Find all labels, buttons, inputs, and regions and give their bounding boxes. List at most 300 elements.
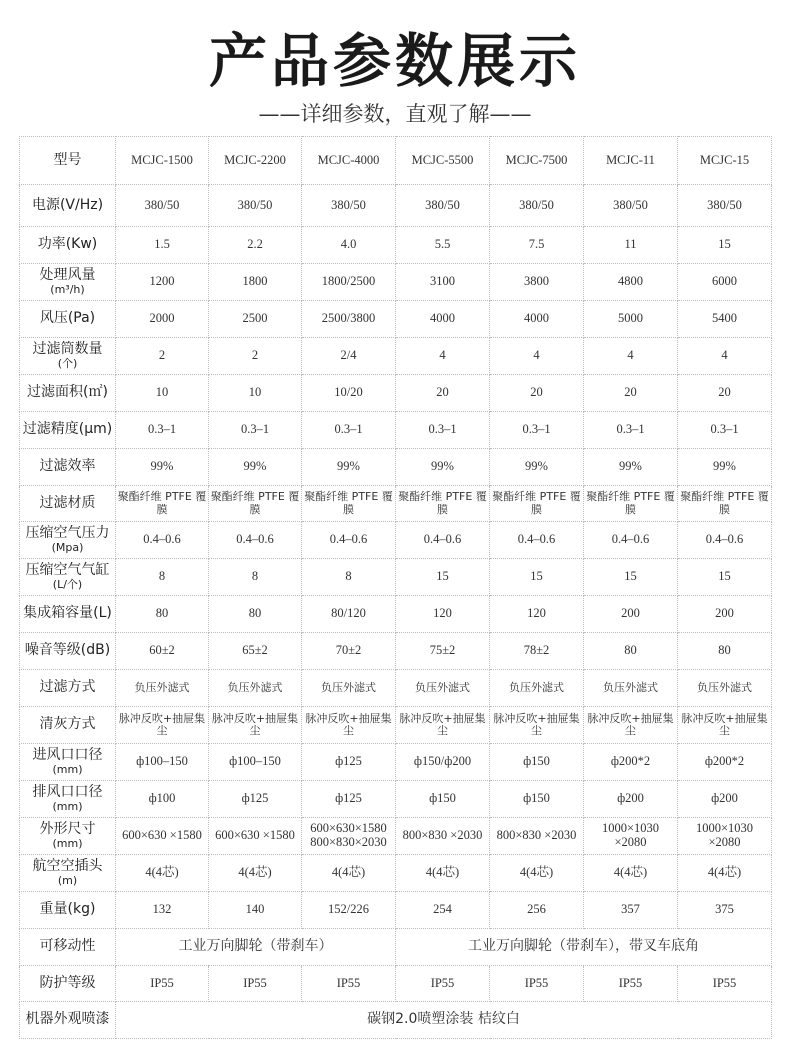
spec-value: [584, 227, 678, 264]
spec-value: [116, 522, 209, 559]
spec-value-text: 99%: [619, 459, 642, 474]
spec-value-text: ф200*2: [704, 754, 745, 769]
row-label: [20, 375, 116, 412]
spec-value: [678, 227, 772, 264]
spec-value: [678, 818, 772, 855]
spec-value: [584, 633, 678, 670]
spec-value-text: 256: [527, 902, 546, 917]
spec-value: [302, 412, 396, 449]
spec-value-text: 1200: [149, 274, 175, 289]
protection-value: [302, 966, 396, 1002]
spec-value-text: 2/4: [340, 348, 357, 363]
spec-value: [116, 855, 209, 892]
spec-value-text: 380/50: [707, 197, 742, 212]
spec-value: [302, 707, 396, 744]
spec-value: [396, 486, 490, 522]
spec-value-text: ф100: [148, 791, 176, 806]
spec-value: [584, 185, 678, 227]
spec-value: [209, 522, 302, 559]
spec-value-text: 15: [718, 569, 731, 584]
spec-value: [490, 670, 584, 707]
spec-value-text: 5000: [618, 311, 643, 326]
spec-value-text: 2500: [242, 311, 268, 326]
protection-value-text: IP55: [336, 975, 361, 990]
model-name-text: MCJC-2200: [224, 152, 286, 167]
spec-value-text: 80/120: [331, 606, 366, 621]
spec-value: [396, 264, 490, 301]
spec-row: [20, 486, 772, 522]
spec-value-text: 15: [718, 237, 731, 252]
spec-value-text: 4: [533, 348, 540, 363]
spec-value-text: 4: [439, 348, 446, 363]
spec-value-text: 11: [624, 237, 637, 252]
protection-value: [116, 966, 209, 1002]
spec-value-text: 10: [248, 385, 262, 400]
spec-value: [302, 670, 396, 707]
spec-value: [396, 633, 490, 670]
row-label-text: 电源(V/Hz): [31, 196, 104, 213]
spec-value-text: 脉冲反吹+抽屉集尘: [399, 711, 486, 737]
spec-value: [678, 707, 772, 744]
spec-value-text: ф125: [335, 754, 362, 769]
spec-value-text: 20: [530, 385, 543, 400]
row-label-text: 航空空插头: [32, 857, 103, 874]
spec-row: [20, 185, 772, 227]
model-name: [396, 137, 490, 185]
spec-value: [116, 449, 209, 486]
spec-value-text: 1000×1030 ×2080: [601, 821, 660, 849]
spec-value-text: 负压外滤式: [321, 680, 376, 694]
spec-value: [116, 227, 209, 264]
spec-value-text: 脉冲反吹+抽屉集尘: [493, 711, 580, 737]
spec-value: [396, 338, 490, 375]
spec-value: [116, 264, 209, 301]
spec-value: [490, 744, 584, 781]
spec-value: [584, 596, 678, 633]
spec-row: [20, 559, 772, 596]
model-name-text: MCJC-5500: [411, 152, 474, 167]
page-subtitle: ——详细参数，直观了解——: [258, 102, 532, 126]
spec-value-text: ф100–150: [136, 754, 188, 769]
spec-value-text: ф100–150: [229, 754, 281, 769]
spec-value-text: 800×830 ×2030: [496, 828, 577, 843]
spec-value: [584, 744, 678, 781]
spec-value-text: 4: [627, 348, 634, 363]
spec-value-text: 15: [624, 569, 637, 584]
spec-value: [116, 781, 209, 818]
spec-value-text: 380/50: [613, 197, 648, 212]
row-label: [20, 892, 116, 929]
spec-value: [584, 670, 678, 707]
spec-value: [490, 264, 584, 301]
spec-value-text: 3100: [430, 274, 455, 289]
spec-value: [209, 633, 302, 670]
spec-row: [20, 781, 772, 818]
spec-value-text: 4(4芯): [238, 865, 272, 880]
row-label-text: 外形尺寸: [39, 820, 96, 837]
row-label: [20, 929, 116, 966]
row-label-text: 过滤筒数量: [32, 340, 103, 357]
spec-value: [678, 185, 772, 227]
spec-value: [209, 227, 302, 264]
spec-value-text: 脉冲反吹+抽屉集尘: [587, 711, 674, 737]
spec-value-text: 聚酯纤维 PTFE 覆膜: [210, 490, 300, 516]
model-name-text: MCJC-11: [606, 152, 655, 167]
protection-value-text: IP55: [618, 975, 643, 990]
spec-value: [678, 412, 772, 449]
spec-value: [678, 744, 772, 781]
row-label-text: 过滤效率: [39, 458, 96, 475]
spec-value-text: 负压外滤式: [415, 680, 470, 694]
model-name: [209, 137, 302, 185]
spec-value-text: 80: [248, 606, 262, 621]
spec-value-text: ф125: [241, 791, 269, 806]
spec-value-text: ф150: [523, 791, 550, 806]
model-name: [678, 137, 772, 185]
row-label-text: 功率(Kw): [37, 236, 98, 253]
row-label-unit: (mm): [52, 763, 83, 777]
spec-value: [490, 855, 584, 892]
spec-row: [20, 855, 772, 892]
spec-value-text: 380/50: [519, 197, 554, 212]
spec-value-text: 1.5: [154, 237, 170, 252]
spec-value: [209, 412, 302, 449]
spec-value-text: 聚酯纤维 PTFE 覆膜: [586, 490, 675, 516]
spec-table: [19, 136, 772, 1039]
spec-value: [302, 855, 396, 892]
spec-value: [584, 522, 678, 559]
spec-value-text: 4000: [430, 311, 455, 326]
protection-value-text: IP55: [150, 975, 174, 990]
row-label-unit: (m): [57, 874, 78, 888]
spec-value: [209, 486, 302, 522]
spec-value-text: 20: [436, 385, 449, 400]
spec-value: [678, 264, 772, 301]
spec-value: [302, 338, 396, 375]
spec-value: [302, 892, 396, 929]
spec-value: [302, 449, 396, 486]
spec-value: [490, 412, 584, 449]
spec-value-text: 聚酯纤维 PTFE 覆膜: [680, 490, 769, 516]
spec-value: [302, 375, 396, 412]
spec-row: [20, 522, 772, 559]
spec-value-text: 99%: [713, 459, 736, 474]
model-name-text: MCJC-1500: [131, 152, 193, 167]
spec-value: [396, 707, 490, 744]
spec-value-text: 1800: [242, 274, 268, 289]
spec-value: [490, 338, 584, 375]
spec-value: [116, 559, 209, 596]
protection-value: [396, 966, 490, 1002]
spec-row: [20, 264, 772, 301]
row-label-text: 重量(kg): [39, 901, 96, 918]
spec-value-text: 20: [718, 385, 731, 400]
spec-value-text: 0.3–1: [522, 422, 551, 437]
row-label-text: 排风口口径: [32, 783, 103, 800]
spec-value-text: 380/50: [237, 197, 273, 212]
spec-row: [20, 338, 772, 375]
spec-value-text: 80: [718, 643, 731, 658]
spec-value-text: ф200: [711, 791, 738, 806]
spec-value-text: 10: [155, 385, 169, 400]
model-name-text: MCJC-7500: [505, 152, 568, 167]
spec-value: [209, 185, 302, 227]
mobility-value-right-text: 工业万向脚轮（带刹车），带叉车底角: [468, 938, 699, 955]
spec-value: [116, 486, 209, 522]
spec-value-text: 99%: [150, 459, 174, 474]
spec-value: [116, 338, 209, 375]
spec-value: [209, 375, 302, 412]
spec-value: [678, 449, 772, 486]
spec-value: [490, 522, 584, 559]
spec-value: [209, 301, 302, 338]
row-label-text: 可移动性: [39, 938, 96, 955]
row-label: [20, 707, 116, 744]
spec-value-text: 4(4芯): [145, 865, 179, 880]
spec-value-text: 4000: [524, 311, 549, 326]
row-label-unit: (个): [57, 357, 78, 371]
row-label-text: 过滤方式: [39, 679, 96, 696]
spec-value-text: 380/50: [425, 197, 460, 212]
spec-row: [20, 633, 772, 670]
row-label: [20, 486, 116, 522]
spec-value-text: 脉冲反吹+抽屉集尘: [305, 711, 392, 737]
spec-value-text: 120: [527, 606, 546, 621]
spec-value-text: 4.0: [340, 237, 357, 252]
row-label-text: 风压(Pa): [39, 310, 96, 327]
spec-value-text: 380/50: [331, 197, 366, 212]
spec-value-text: 99%: [243, 459, 267, 474]
spec-value-text: 20: [624, 385, 637, 400]
spec-value: [584, 486, 678, 522]
spec-value: [302, 185, 396, 227]
spec-value: [209, 449, 302, 486]
spec-value-text: 0.4–0.6: [611, 532, 650, 547]
spec-value: [209, 338, 302, 375]
row-label: [20, 227, 116, 264]
row-label: [20, 633, 116, 670]
protection-value-text: IP55: [243, 975, 267, 990]
spec-value-text: 65±2: [242, 643, 268, 658]
spec-value-text: 负压外滤式: [697, 680, 752, 694]
spec-value: [302, 781, 396, 818]
spec-value: [584, 892, 678, 929]
spec-value: [490, 449, 584, 486]
spec-value-text: 4800: [618, 274, 643, 289]
spec-value-text: 78±2: [523, 643, 550, 658]
spec-value-text: 6000: [712, 274, 737, 289]
spec-value-text: 15: [530, 569, 543, 584]
spec-value: [490, 185, 584, 227]
spec-value: [678, 633, 772, 670]
spec-row: [20, 670, 772, 707]
spec-value-text: 负压外滤式: [509, 680, 564, 694]
spec-value-text: 2.2: [247, 237, 263, 252]
spec-value: [116, 375, 209, 412]
spec-value-text: 聚酯纤维 PTFE 覆膜: [492, 490, 581, 516]
spec-value-text: 800×830 ×2030: [402, 828, 483, 843]
row-label-text: 防护等级: [39, 974, 96, 991]
spec-value-text: ф150/ф200: [413, 754, 472, 769]
spec-value-text: 负压外滤式: [227, 680, 283, 694]
spec-value-text: ф150: [429, 791, 456, 806]
spec-value-text: 0.4–0.6: [705, 532, 744, 547]
row-label-unit: (L/个): [52, 578, 83, 592]
spec-value-text: 152/226: [328, 902, 369, 917]
protection-value: [209, 966, 302, 1002]
spec-value: [302, 633, 396, 670]
spec-value: [302, 744, 396, 781]
spec-value-text: 80: [624, 643, 637, 658]
model-name-text: MCJC-4000: [317, 152, 380, 167]
spec-value-text: 0.3–1: [710, 422, 739, 437]
spec-value-text: 0.3–1: [428, 422, 457, 437]
model-name: [116, 137, 209, 185]
spec-value-text: 2: [251, 348, 259, 363]
spec-value-text: ф125: [335, 791, 362, 806]
spec-value: [396, 185, 490, 227]
spec-value-text: 0.3–1: [616, 422, 645, 437]
spec-value: [302, 486, 396, 522]
spec-value: [116, 633, 209, 670]
spec-value: [584, 375, 678, 412]
spec-value-text: 8: [251, 569, 259, 584]
spec-value: [396, 744, 490, 781]
spec-value-text: 200: [621, 606, 640, 621]
spec-value-text: 140: [245, 902, 265, 917]
protection-value-text: IP55: [430, 975, 455, 990]
spec-value: [490, 633, 584, 670]
spec-value: [584, 301, 678, 338]
row-label-text: 过滤面积(㎡): [27, 384, 108, 401]
spec-value: [678, 486, 772, 522]
spec-value: [584, 449, 678, 486]
spec-value-text: 脉冲反吹+抽屉集尘: [118, 711, 206, 737]
spec-row: [20, 301, 772, 338]
row-label: [20, 185, 116, 227]
spec-value-text: 75±2: [429, 643, 456, 658]
spec-value: [302, 818, 396, 855]
row-label: [20, 559, 116, 596]
spec-value-text: 5400: [712, 311, 737, 326]
spec-value: [678, 559, 772, 596]
spec-value-text: 3800: [524, 274, 549, 289]
row-label: [20, 338, 116, 375]
spec-row: [20, 744, 772, 781]
row-label-text: 压缩空气压力: [25, 524, 110, 541]
spec-value: [584, 338, 678, 375]
spec-value: [396, 559, 490, 596]
row-label: [20, 781, 116, 818]
spec-row: [20, 375, 772, 412]
row-label-text: 噪音等级(dB): [24, 642, 111, 659]
spec-value: [116, 892, 209, 929]
spec-value: [396, 522, 490, 559]
coating-value-text: 碳钢2.0喷塑涂装 桔纹白: [367, 1011, 520, 1028]
spec-value-text: 0.4–0.6: [423, 532, 462, 547]
row-label: [20, 522, 116, 559]
model-name: [302, 137, 396, 185]
coating-row: [20, 1002, 772, 1039]
spec-row: [20, 412, 772, 449]
spec-value-text: 聚酯纤维 PTFE 覆膜: [117, 490, 207, 516]
spec-value-text: 7.5: [528, 237, 545, 252]
spec-value: [490, 596, 584, 633]
spec-value-text: 60±2: [149, 643, 175, 658]
spec-value-text: 600×630 ×1580: [122, 828, 202, 843]
spec-value: [490, 559, 584, 596]
spec-value-text: ф200*2: [610, 754, 651, 769]
spec-value: [209, 596, 302, 633]
spec-value-text: 600×630×1580 800×830×2030: [310, 821, 387, 849]
spec-value: [396, 227, 490, 264]
row-label-unit: (mm): [52, 800, 83, 814]
spec-value: [302, 559, 396, 596]
spec-value: [490, 707, 584, 744]
spec-value-text: 70±2: [335, 643, 362, 658]
spec-value-text: 2000: [149, 311, 175, 326]
spec-value: [678, 522, 772, 559]
spec-value-text: 聚酯纤维 PTFE 覆膜: [398, 490, 487, 516]
spec-value-text: 8: [158, 569, 166, 584]
row-label: [20, 1002, 116, 1039]
coating-value: [116, 1002, 772, 1039]
model-name-text: MCJC-15: [699, 152, 750, 167]
spec-value-text: 4(4芯): [425, 865, 460, 880]
spec-value: [116, 818, 209, 855]
spec-value-text: 132: [152, 902, 172, 917]
spec-value: [116, 412, 209, 449]
spec-value: [116, 301, 209, 338]
spec-value: [302, 522, 396, 559]
spec-value: [396, 781, 490, 818]
spec-value-text: 聚酯纤维 PTFE 覆膜: [304, 490, 393, 516]
spec-value-text: 0.3–1: [334, 422, 363, 437]
spec-value: [396, 818, 490, 855]
spec-value: [209, 818, 302, 855]
spec-row: [20, 707, 772, 744]
row-label: [20, 412, 116, 449]
spec-value-text: 2500/3800: [321, 311, 376, 326]
spec-value-text: 99%: [525, 459, 548, 474]
spec-value: [396, 412, 490, 449]
spec-value: [209, 707, 302, 744]
spec-value: [116, 744, 209, 781]
spec-value: [116, 596, 209, 633]
row-label-text: 压缩空气气缸: [25, 561, 110, 578]
spec-value: [302, 227, 396, 264]
spec-value: [490, 227, 584, 264]
spec-value-text: 357: [621, 902, 640, 917]
row-label: [20, 137, 116, 185]
spec-value: [396, 301, 490, 338]
page-title: 产品参数展示: [208, 27, 581, 95]
spec-value-text: 0.4–0.6: [329, 532, 368, 547]
spec-value: [490, 818, 584, 855]
spec-value: [396, 375, 490, 412]
spec-value-text: 200: [715, 606, 734, 621]
spec-value-text: 4(4芯): [707, 865, 742, 880]
row-label: [20, 966, 116, 1002]
spec-row: [20, 596, 772, 633]
spec-value-text: 254: [433, 902, 452, 917]
spec-value-text: 0.3–1: [240, 422, 270, 437]
row-label: [20, 449, 116, 486]
model-header-row: [20, 137, 772, 185]
spec-value-text: 1000×1030 ×2080: [695, 821, 754, 849]
protection-value: [678, 966, 772, 1002]
spec-value-text: 脉冲反吹+抽屉集尘: [211, 711, 299, 737]
